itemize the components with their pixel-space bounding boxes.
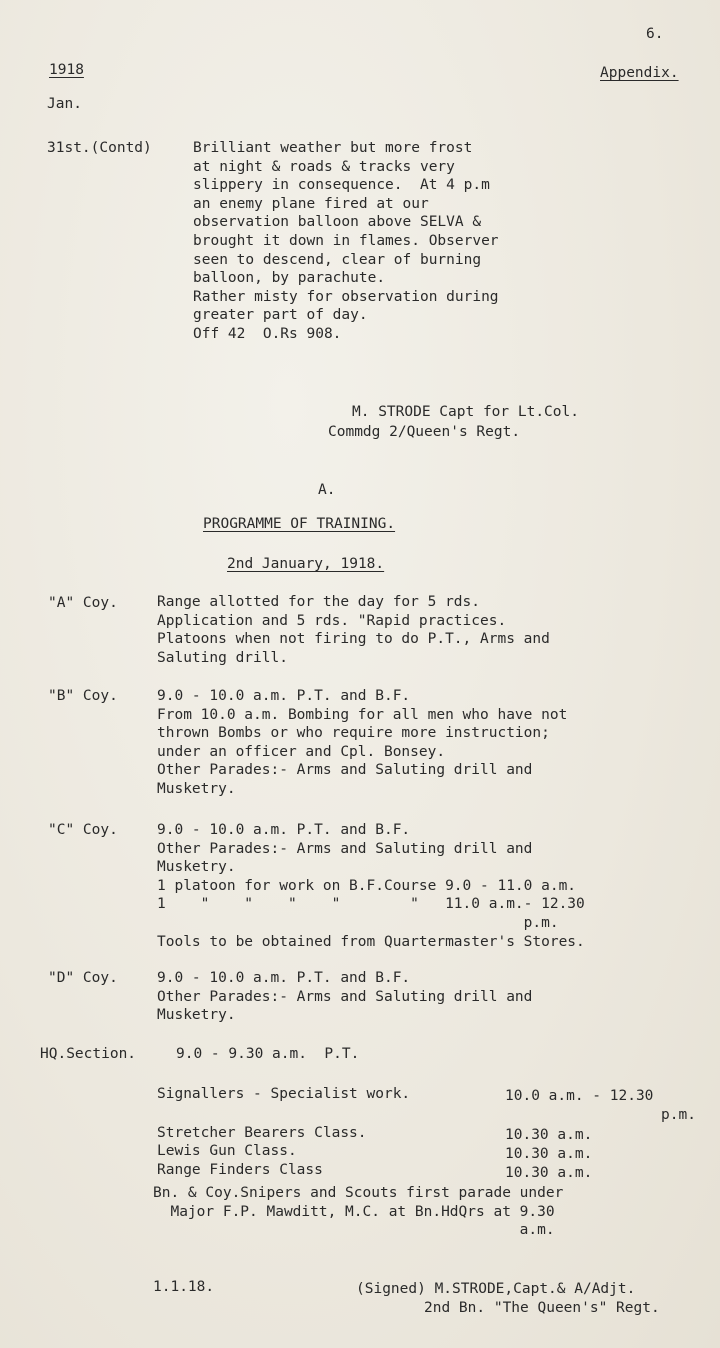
- signature-line-1: M. STRODE Capt for Lt.Col.: [352, 404, 579, 420]
- order-line: Major F.P. Mawditt, M.C. at Bn.HdQrs at 9.30: [153, 1203, 555, 1220]
- order-line: thrown Bombs or who require more instruction;: [157, 725, 550, 742]
- entry-line: Rather misty for observation during: [193, 288, 499, 305]
- hq-section-first: 9.0 - 9.30 a.m. P.T.: [176, 1046, 360, 1062]
- order-line: Application and 5 rds. "Rapid practices.: [157, 612, 507, 629]
- class-name: Lewis Gun Class.: [157, 1143, 297, 1159]
- order-line: p.m.: [157, 914, 559, 931]
- footer-date: 1.1.18.: [153, 1279, 215, 1295]
- order-line: 9.0 - 10.0 a.m. P.T. and B.F.: [157, 822, 411, 838]
- company-label-c: "C" Coy.: [48, 822, 118, 838]
- entry-line: at night & roads & tracks very: [193, 158, 455, 175]
- order-line: Platoons when not firing to do P.T., Arms and: [157, 631, 550, 648]
- programme-date: 2nd January, 1918.: [227, 556, 385, 572]
- company-a-orders: [157, 593, 550, 667]
- order-line: Other Parades:- Arms and Saluting drill and: [157, 840, 533, 857]
- appendix-heading: Appendix.: [600, 65, 679, 81]
- snipers-orders: [153, 1184, 563, 1240]
- order-line: 9.0 - 10.0 a.m. P.T. and B.F.: [157, 688, 411, 704]
- entry-line: an enemy plane fired at our: [193, 195, 429, 212]
- entry-line: Off 42 O.Rs 908.: [193, 325, 342, 342]
- company-label-b: "B" Coy.: [48, 688, 118, 704]
- entry-line: greater part of day.: [193, 307, 368, 324]
- company-label-d: "D" Coy.: [48, 970, 118, 986]
- month-label: Jan.: [47, 96, 82, 112]
- order-line: 1 platoon for work on B.F.Course 9.0 - 11.0 a.m.: [157, 877, 577, 894]
- order-line: Musketry.: [157, 780, 236, 797]
- order-line: 9.0 - 10.0 a.m. P.T. and B.F.: [157, 970, 411, 986]
- order-line: Musketry.: [157, 859, 236, 876]
- order-line: From 10.0 a.m. Bombing for all men who have not: [157, 706, 568, 723]
- entry-line: balloon, by parachute.: [193, 270, 386, 287]
- class-time: 10.0 a.m. - 12.30: [505, 1088, 654, 1104]
- entry-line: observation balloon above SELVA &: [193, 214, 482, 231]
- class-time: 10.30 a.m.: [505, 1127, 593, 1143]
- order-line: Other Parades:- Arms and Saluting drill and: [157, 762, 533, 779]
- entry-line: seen to descend, clear of burning: [193, 251, 482, 268]
- entry-date: 31st.(Contd): [47, 140, 152, 156]
- class-time: 10.30 a.m.: [505, 1165, 593, 1181]
- order-line: Bn. & Coy.Snipers and Scouts first parade under: [153, 1185, 564, 1201]
- class-name: Signallers - Specialist work.: [157, 1086, 411, 1102]
- company-label-a: "A" Coy.: [48, 595, 118, 611]
- footer-signed-line-1: (Signed) M.STRODE,Capt.& A/Adjt.: [356, 1281, 636, 1297]
- order-line: Musketry.: [157, 1007, 236, 1024]
- class-time-cont: p.m.: [661, 1107, 696, 1123]
- programme-title: PROGRAMME OF TRAINING.: [203, 516, 396, 532]
- company-b-orders: [157, 687, 567, 799]
- year-heading: 1918: [49, 62, 84, 78]
- entry-line: brought it down in flames. Observer: [193, 232, 499, 249]
- order-line: Other Parades:- Arms and Saluting drill and: [157, 988, 533, 1005]
- class-time: 10.30 a.m.: [505, 1146, 593, 1162]
- order-line: under an officer and Cpl. Bonsey.: [157, 743, 446, 760]
- page-number: 6.: [646, 26, 664, 42]
- order-line: Saluting drill.: [157, 649, 288, 666]
- class-name: Stretcher Bearers Class.: [157, 1125, 367, 1141]
- hq-section-label: HQ.Section.: [40, 1046, 137, 1062]
- class-name: Range Finders Class: [157, 1162, 323, 1178]
- diary-entry-text: [193, 139, 499, 344]
- order-line: a.m.: [153, 1222, 555, 1239]
- appendix-letter: A.: [318, 482, 336, 498]
- order-line: Range allotted for the day for 5 rds.: [157, 594, 481, 610]
- entry-line: slippery in consequence. At 4 p.m: [193, 177, 490, 194]
- company-c-orders: [157, 821, 585, 951]
- signature-line-2: Commdg 2/Queen's Regt.: [328, 424, 521, 440]
- company-d-orders: [157, 969, 532, 1025]
- footer-signed-line-2: 2nd Bn. "The Queen's" Regt.: [424, 1300, 660, 1316]
- order-line: Tools to be obtained from Quartermaster's Stores.: [157, 933, 585, 950]
- entry-line: Brilliant weather but more frost: [193, 140, 473, 156]
- order-line: 1 " " " " " 11.0 a.m.- 12.30: [157, 896, 585, 913]
